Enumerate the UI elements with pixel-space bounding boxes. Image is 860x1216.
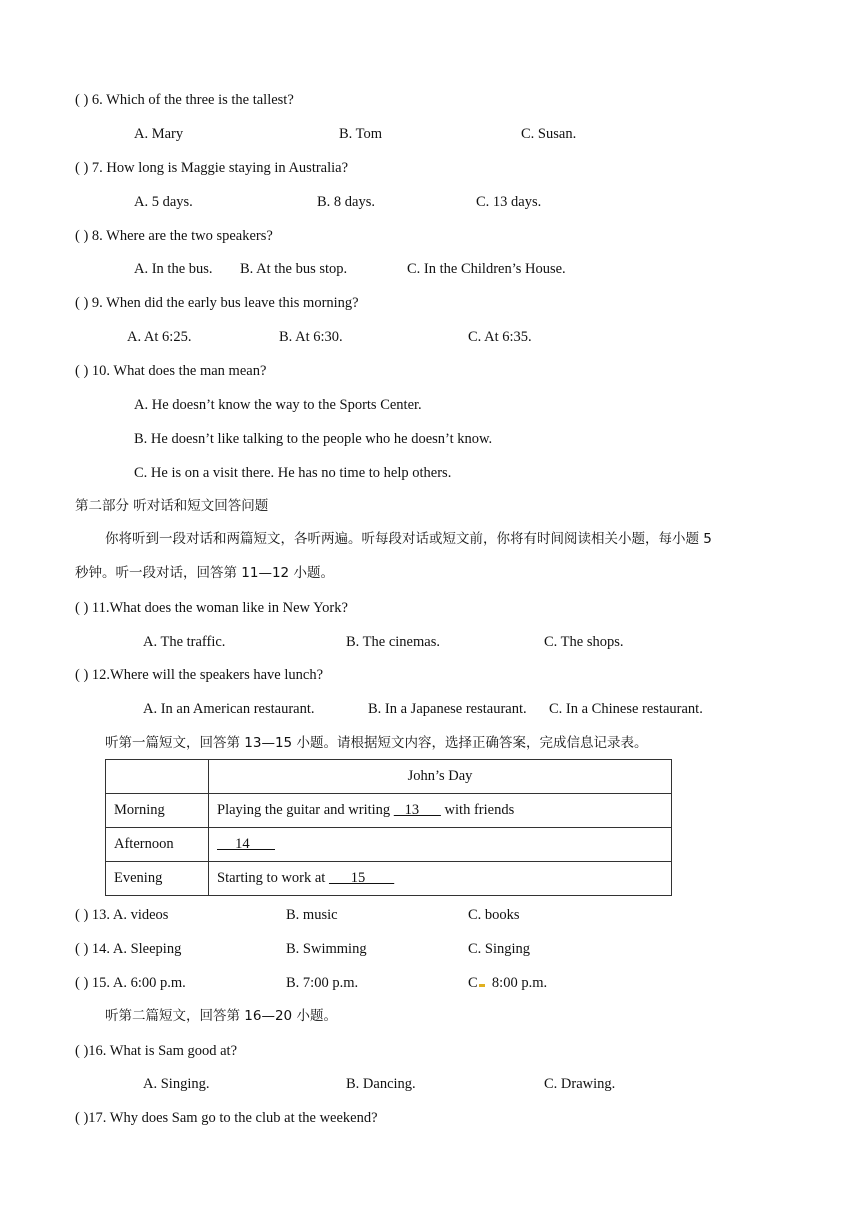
table-row bbox=[106, 828, 672, 862]
table-row bbox=[106, 862, 672, 896]
content-text: Playing the guitar and writing bbox=[217, 802, 394, 818]
question-8-option-a: A. In the bus. bbox=[134, 261, 213, 277]
question-7-option-a: A. 5 days. bbox=[134, 194, 193, 210]
question-13-stem: ( ) 13. A. videos bbox=[75, 907, 169, 923]
question-11-option-a: A. The traffic. bbox=[143, 634, 226, 650]
content-text: with friends bbox=[440, 802, 515, 818]
question-9-option-a: A. At 6:25. bbox=[127, 329, 192, 345]
table-header-empty-cell bbox=[106, 760, 209, 794]
question-12-option-a: A. In an American restaurant. bbox=[143, 701, 315, 717]
question-11-option-b: B. The cinemas. bbox=[346, 634, 440, 650]
question-11-option-c: C. The shops. bbox=[544, 634, 624, 650]
content-text: Starting to work at bbox=[217, 870, 329, 886]
question-15-option-c bbox=[468, 974, 547, 992]
question-11-stem: ( ) 11.What does the woman like in New York? bbox=[75, 600, 348, 616]
table-header-row bbox=[106, 760, 672, 794]
table-row bbox=[106, 794, 672, 828]
question-15-option-b: B. 7:00 p.m. bbox=[286, 975, 359, 991]
part-2-instructions-line-1: 你将听到一段对话和两篇短文，各听两遍。听每段对话或短文前，你将有时间阅读相关小题，每小题 5 bbox=[105, 531, 712, 547]
question-10-option-a: A. He doesn’t know the way to the Sports Center. bbox=[134, 397, 422, 413]
question-6-option-b: B. Tom bbox=[339, 126, 383, 142]
question-16-option-b: B. Dancing. bbox=[346, 1076, 416, 1092]
table-title: John’s Day bbox=[209, 760, 672, 794]
question-7-option-c: C. 13 days. bbox=[476, 194, 542, 210]
part-2-instructions-line-2: 秒钟。听一段对话，回答第 11—12 小题。 bbox=[75, 565, 334, 581]
question-6-option-c: C. Susan. bbox=[521, 126, 577, 142]
question-13-option-c: C. books bbox=[468, 907, 520, 923]
passage-1-instructions: 听第一篇短文，回答第 13—15 小题。请根据短文内容，选择正确答案，完成信息记录表。 bbox=[105, 735, 648, 751]
table-row-content bbox=[209, 794, 672, 828]
question-12-option-c: C. In a Chinese restaurant. bbox=[549, 701, 703, 717]
question-9-stem: ( ) 9. When did the early bus leave this morning? bbox=[75, 295, 359, 311]
question-10-option-c: C. He is on a visit there. He has no time to help others. bbox=[134, 465, 452, 481]
question-10-stem: ( ) 10. What does the man mean? bbox=[75, 363, 267, 379]
question-13-option-b: B. music bbox=[286, 907, 338, 923]
table-row-label: Evening bbox=[106, 862, 209, 896]
answer-blank-14: 14 bbox=[217, 836, 275, 852]
question-16-option-c: C. Drawing. bbox=[544, 1076, 616, 1092]
question-12-stem: ( ) 12.Where will the speakers have lunch? bbox=[75, 667, 324, 683]
passage-2-instructions: 听第二篇短文，回答第 16—20 小题。 bbox=[105, 1008, 337, 1024]
question-8-option-c: C. In the Children’s House. bbox=[407, 261, 566, 277]
table-row-label: Morning bbox=[106, 794, 209, 828]
question-7-option-b: B. 8 days. bbox=[317, 194, 375, 210]
part-2-heading: 第二部分 听对话和短文回答问题 bbox=[75, 498, 269, 514]
answer-blank-13: 13 bbox=[393, 802, 441, 818]
question-7-stem: ( ) 7. How long is Maggie staying in Australia? bbox=[75, 160, 349, 176]
question-16-option-a: A. Singing. bbox=[143, 1076, 210, 1092]
question-9-option-c: C. At 6:35. bbox=[468, 329, 532, 345]
question-6-stem: ( ) 6. Which of the three is the tallest? bbox=[75, 92, 294, 108]
option-c-letter: C bbox=[468, 975, 478, 991]
question-8-stem: ( ) 8. Where are the two speakers? bbox=[75, 228, 273, 244]
question-14-stem: ( ) 14. A. Sleeping bbox=[75, 941, 182, 957]
question-14-option-b: B. Swimming bbox=[286, 941, 367, 957]
answer-blank-15: 15 bbox=[328, 870, 395, 886]
question-16-stem: ( )16. What is Sam good at? bbox=[75, 1043, 238, 1059]
question-15-stem: ( ) 15. A. 6:00 p.m. bbox=[75, 975, 186, 991]
question-12-option-b: B. In a Japanese restaurant. bbox=[368, 701, 527, 717]
question-6-option-a: A. Mary bbox=[134, 126, 184, 142]
question-14-option-c: C. Singing bbox=[468, 941, 531, 957]
table-row-content bbox=[209, 862, 672, 896]
table-row-content bbox=[209, 828, 672, 862]
question-17-stem: ( )17. Why does Sam go to the club at the weekend? bbox=[75, 1110, 378, 1126]
option-c-text: 8:00 p.m. bbox=[484, 975, 548, 991]
question-9-option-b: B. At 6:30. bbox=[279, 329, 343, 345]
john-day-info-table bbox=[105, 759, 672, 896]
question-10-option-b: B. He doesn’t like talking to the people who he doesn’t know. bbox=[134, 431, 493, 447]
table-row-label: Afternoon bbox=[106, 828, 209, 862]
question-8-option-b: B. At the bus stop. bbox=[240, 261, 348, 277]
